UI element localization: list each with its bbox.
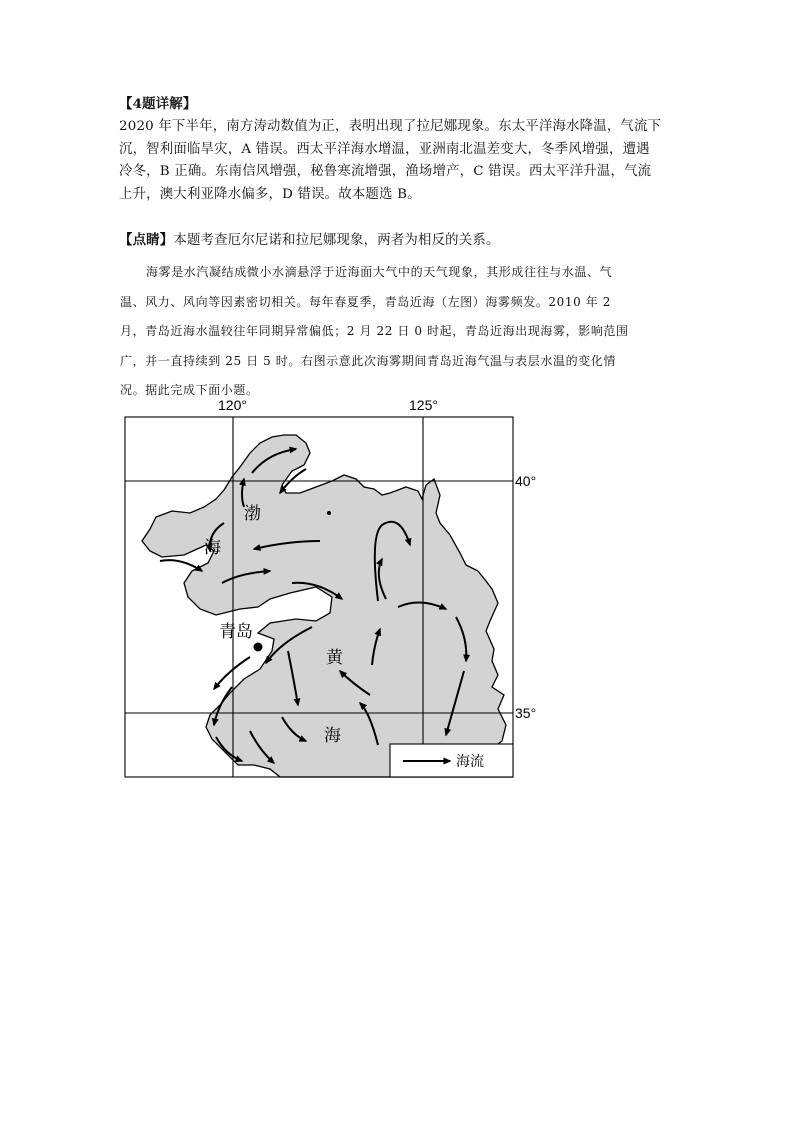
sea-label-bohai-2: 海: [204, 538, 221, 557]
intro-line: 广，并一直持续到 25 日 5 时。右图示意此次海雾期间青岛近海气温与表层水温的变化情: [120, 353, 616, 368]
explanation-line: 冷冬，B 正确。东南信风增强，秘鲁寒流增强，渔场增产，C 错误。西太平洋升温，气流: [119, 164, 652, 180]
intro-line: 温、风力、风向等因素密切相关。每年春夏季，青岛近海（左图）海雾频发。2010 年 2: [120, 294, 612, 309]
explanation-line: 上升，澳大利亚降水偏多，D 错误。故本题选 B。: [119, 186, 421, 202]
sea-label-yellow-1: 黄: [326, 648, 343, 667]
qingdao-dot: [254, 643, 263, 652]
sea-label-bohai-1: 渤: [244, 504, 261, 523]
intro-line: 海雾是水汽凝结成微小水滴悬浮于近海面大气中的天气现象，其形成往往与水温、气: [146, 265, 613, 279]
explanation-line: 2020 年下半年，南方涛动数值为正，表明出现了拉尼娜现象。东太平洋海水降温，气流下: [119, 119, 662, 134]
question-intro: [120, 258, 680, 406]
lon-label-120: 120°: [218, 397, 247, 413]
section-heading: 【4题详解】: [119, 96, 197, 112]
sea-label-yellow-2: 海: [324, 726, 341, 745]
tip-text: 本题考查厄尔尼诺和拉尼娜现象，两者为相反的关系。: [173, 233, 500, 248]
sea-current-map: [120, 395, 550, 780]
island-dot: [327, 511, 331, 515]
answer-explanation: [119, 116, 679, 206]
tip-label: 【点睛】: [119, 232, 174, 248]
lat-label-40: 40°: [515, 473, 537, 489]
legend-label: 海流: [456, 753, 484, 769]
intro-line: 况。据此完成下面小题。: [120, 383, 259, 397]
explanation-line: 沉，智利面临旱灾，A 错误。西太平洋海水增温，亚洲南北温差变大，冬季风增强，遭遇: [119, 141, 650, 157]
lon-label-125: 125°: [409, 397, 438, 413]
intro-line: 月，青岛近海水温较往年同期异常偏低；2 月 22 日 0 时起，青岛近海出现海雾，影响范围: [120, 324, 629, 338]
city-label-qingdao: 青岛: [219, 622, 253, 641]
lat-label-35: 35°: [515, 705, 537, 721]
tip-paragraph: [119, 229, 679, 253]
